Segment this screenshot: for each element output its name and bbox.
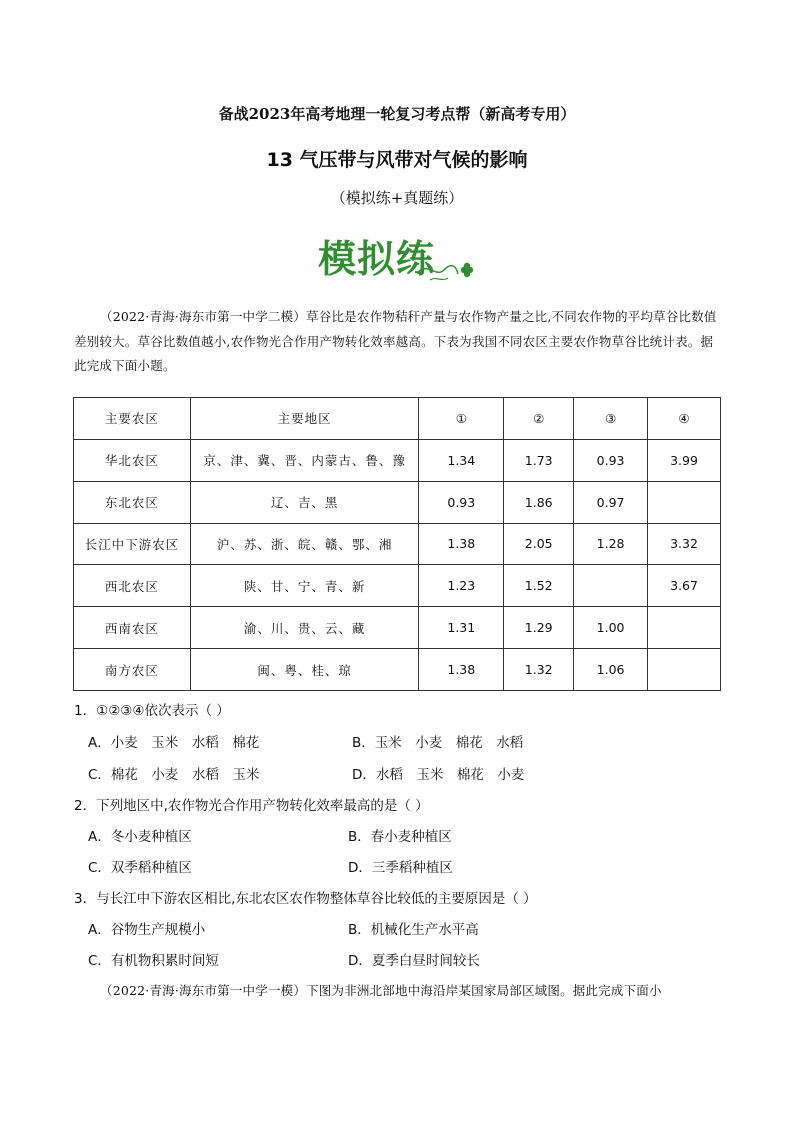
question-2-option-d: D．三季稻种植区	[348, 860, 453, 876]
table-row	[74, 649, 721, 691]
table-cell: 1.52	[504, 565, 574, 607]
outro-source: （2022·青海·海东市第一中学一模）	[100, 983, 307, 998]
question-2-stem: 2．下列地区中,农作物光合作用产物转化效率最高的是（ ）	[74, 798, 429, 814]
outro-paragraph	[74, 979, 720, 1004]
intro-text: 草谷比是农作物秸秆产量与农作物产量之比,不同农作物的平均草谷比数值差别较大。草谷比数值越小,农作物光合作用产物转化效率越高。下表为我国不同农区主要农作物草谷比统计表。据此完成下面小题。	[74, 309, 717, 373]
table-header-cell: ②	[504, 398, 574, 440]
table-cell: 渝、川、贵、云、藏	[190, 607, 419, 649]
question-2-option-c: C．双季稻种植区	[88, 860, 192, 876]
table-header-row	[74, 398, 721, 440]
intro-paragraph	[74, 305, 720, 379]
question-3-stem: 3．与长江中下游农区相比,东北农区农作物整体草谷比较低的主要原因是（ ）	[74, 891, 537, 907]
table-cell	[648, 607, 721, 649]
table-cell: 1.32	[504, 649, 574, 691]
question-1-option-d: D．水稻 玉米 棉花 小麦	[352, 767, 525, 783]
table-cell: 1.23	[419, 565, 504, 607]
table-cell	[648, 649, 721, 691]
table-row	[74, 523, 721, 565]
table-cell: 辽、吉、黑	[190, 481, 419, 523]
question-1-stem: 1．①②③④依次表示（ ）	[74, 703, 230, 719]
table-cell: 南方农区	[74, 649, 191, 691]
table-header-cell: ①	[419, 398, 504, 440]
question-1-option-c: C．棉花 小麦 水稻 玉米	[88, 767, 260, 783]
header-line3: （模拟练+真题练）	[330, 189, 464, 207]
table-cell: 1.06	[574, 649, 648, 691]
table-cell: 1.86	[504, 481, 574, 523]
table-cell: 西南农区	[74, 607, 191, 649]
table-cell: 0.97	[574, 481, 648, 523]
question-1-option-a: A．小麦 玉米 水稻 棉花	[88, 735, 260, 751]
table-row	[74, 607, 721, 649]
table-cell: 3.99	[648, 439, 721, 481]
table-cell: 1.34	[419, 439, 504, 481]
table-cell: 1.38	[419, 649, 504, 691]
straw-grain-ratio-table	[73, 397, 721, 691]
table-cell: 1.73	[504, 439, 574, 481]
question-3-option-d: D．夏季白昼时间较长	[348, 953, 480, 969]
table-cell: 3.32	[648, 523, 721, 565]
table-cell: 1.28	[574, 523, 648, 565]
table-cell: 1.29	[504, 607, 574, 649]
header-line1: 备战2023年高考地理一轮复习考点帮（新高考专用）	[218, 105, 576, 123]
question-1-option-b: B．玉米 小麦 棉花 水稻	[352, 735, 524, 751]
table-cell: 长江中下游农区	[74, 523, 191, 565]
table-header-cell: 主要农区	[74, 398, 191, 440]
logo-text: 模拟练	[318, 237, 436, 281]
question-3-option-b: B．机械化生产水平高	[348, 922, 479, 938]
header-line2: 13 气压带与风带对气候的影响	[266, 149, 528, 171]
table-cell: 0.93	[419, 481, 504, 523]
question-3-option-c: C．有机物积累时间短	[88, 953, 219, 969]
clover-icon	[461, 263, 473, 277]
table-cell: 西北农区	[74, 565, 191, 607]
table-row	[74, 439, 721, 481]
table-row	[74, 565, 721, 607]
mock-practice-logo	[318, 232, 478, 288]
table-cell: 京、津、冀、晋、内蒙古、鲁、豫	[190, 439, 419, 481]
table-cell: 沪、苏、浙、皖、赣、鄂、湘	[190, 523, 419, 565]
table-cell: 3.67	[648, 565, 721, 607]
question-2-option-a: A．冬小麦种植区	[88, 829, 192, 845]
question-3-option-a: A．谷物生产规模小	[88, 922, 206, 938]
table-cell: 1.00	[574, 607, 648, 649]
table-cell: 0.93	[574, 439, 648, 481]
table-header-cell: ③	[574, 398, 648, 440]
table-cell: 华北农区	[74, 439, 191, 481]
table-cell: 1.38	[419, 523, 504, 565]
table-cell: 1.31	[419, 607, 504, 649]
table-cell: 闽、粤、桂、琼	[190, 649, 419, 691]
table-cell: 2.05	[504, 523, 574, 565]
intro-source: （2022·青海·海东市第一中学二模）	[100, 309, 307, 324]
table-cell: 东北农区	[74, 481, 191, 523]
table-header-cell: ④	[648, 398, 721, 440]
table-cell	[574, 565, 648, 607]
table-cell	[648, 481, 721, 523]
question-2-option-b: B．春小麦种植区	[348, 829, 452, 845]
outro-text: 下图为非洲北部地中海沿岸某国家局部区域图。据此完成下面小	[306, 983, 662, 998]
table-cell: 陕、甘、宁、青、新	[190, 565, 419, 607]
table-header-cell: 主要地区	[190, 398, 419, 440]
table-row	[74, 481, 721, 523]
